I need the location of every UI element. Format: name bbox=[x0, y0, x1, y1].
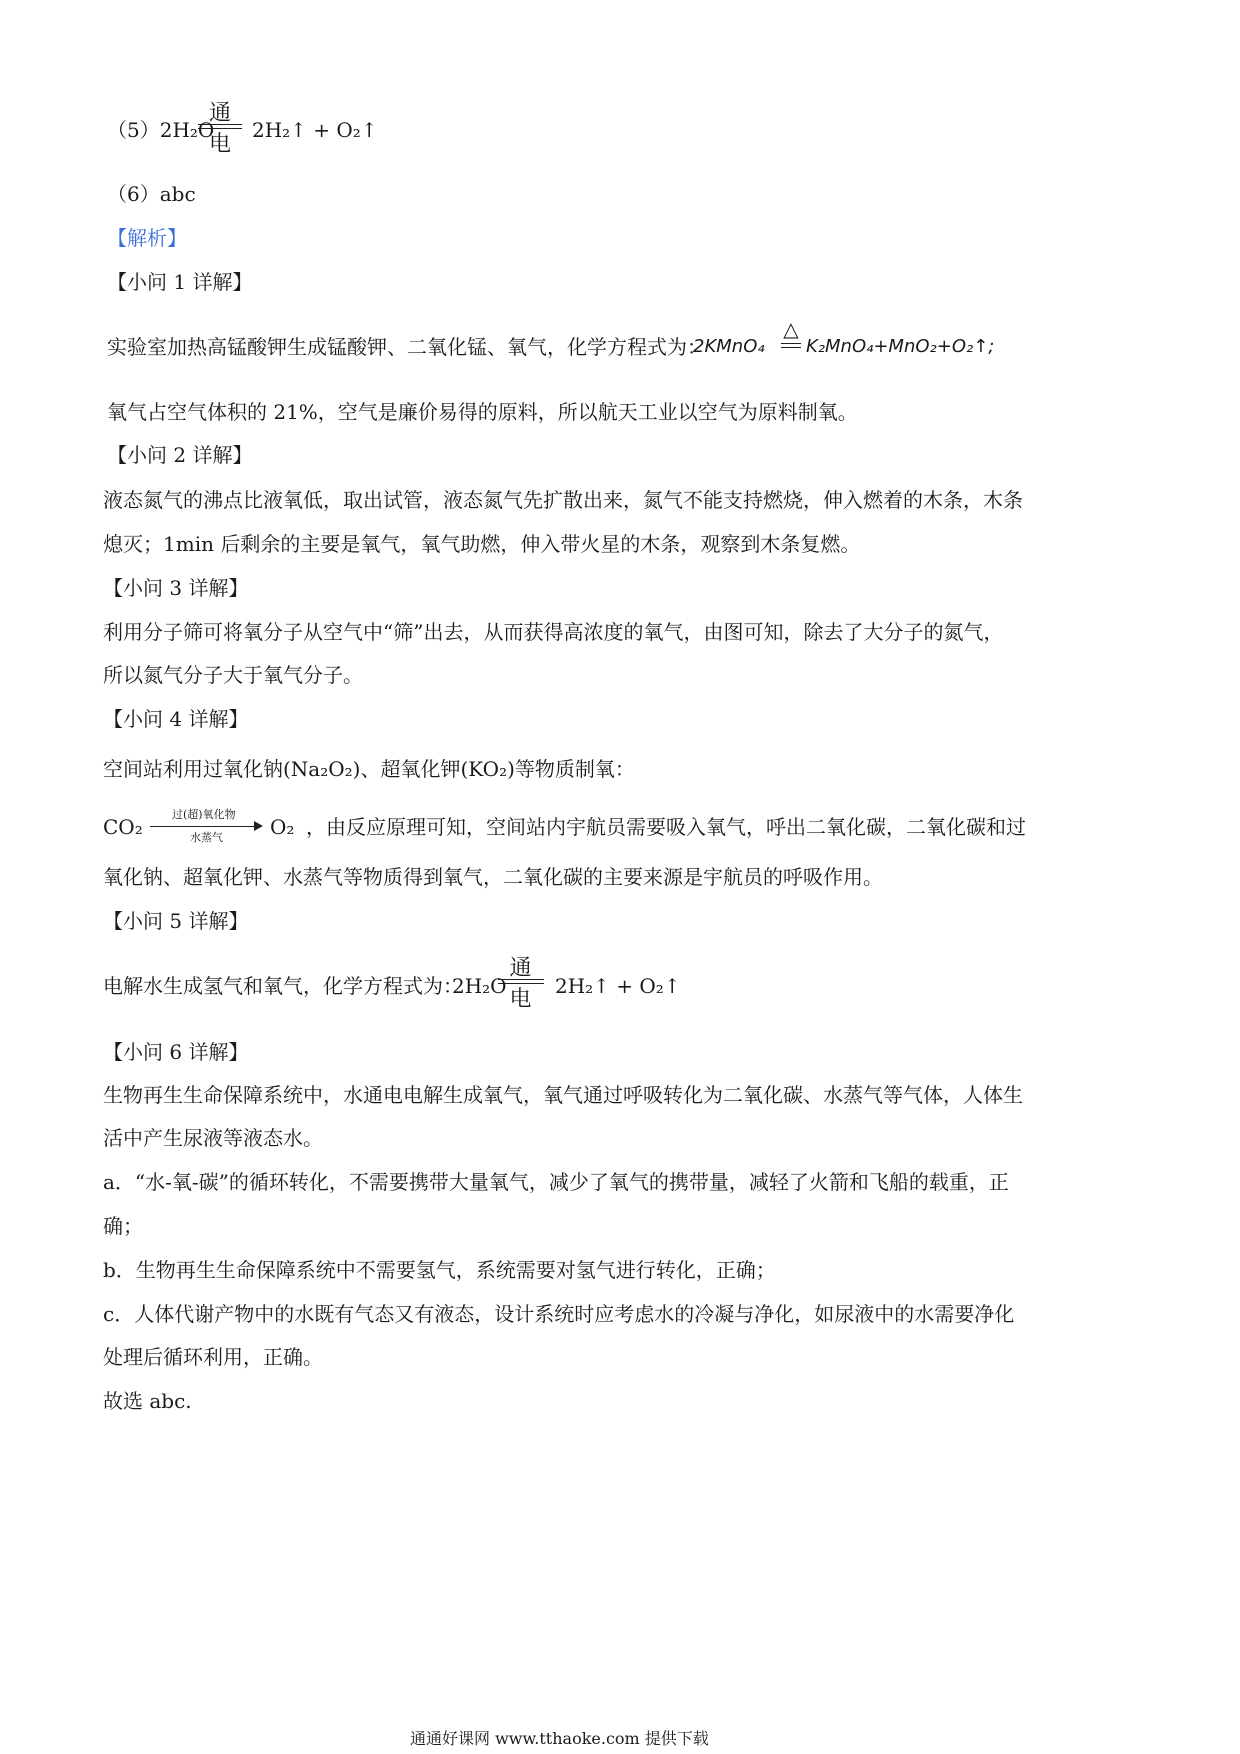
section-6-line-1: 生物再生生命保障系统中，水通电电解生成氧气，氧气通过呼吸转化为二氧化碳、水蒸气等气体，人体生 bbox=[103, 1083, 1023, 1107]
section-2-heading: 【小问 2 详解】 bbox=[107, 443, 253, 467]
section-6-option-a-line-2: 确； bbox=[103, 1214, 143, 1238]
section-1-eq-condition: △ bbox=[783, 317, 799, 341]
section-3-line-1: 利用分子筛可将氧分子从空气中“筛”出去，从而获得高浓度的氧气，由图可知，除去了大分子的氮气， bbox=[103, 620, 1004, 644]
section-4-line-3: 氧化钠、超氧化钾、水蒸气等物质得到氧气，二氧化碳的主要来源是宇航员的呼吸作用。 bbox=[103, 865, 883, 889]
section-1-eq-condition-sign bbox=[781, 317, 801, 353]
section-6-option-b: b．生物再生生命保障系统中不需要氢气，系统需要对氢气进行转化，正确； bbox=[103, 1258, 776, 1282]
section-4-eq-to: O₂ bbox=[270, 815, 295, 839]
section-4-arrow-line bbox=[150, 826, 256, 827]
section-1-heading: 【小问 1 详解】 bbox=[107, 270, 253, 294]
section-4-eq-condition-top: 过(超)氧化物 bbox=[172, 808, 236, 821]
section-5-eq-left: 2H₂O bbox=[452, 974, 507, 998]
section-5-heading: 【小问 5 详解】 bbox=[103, 909, 249, 933]
section-1-eq-right: K₂MnO₄+MnO₂+O₂↑; bbox=[806, 336, 995, 357]
section-1-para-2: 氧气占空气体积的 21%，空气是廉价易得的原料，所以航天工业以空气为原料制氧。 bbox=[107, 400, 858, 424]
answer-5-right: 2H₂↑ + O₂↑ bbox=[252, 118, 378, 142]
section-4-eq-condition-bottom: 水蒸气 bbox=[190, 831, 223, 844]
page-footer: 通通好课网 www.tthaoke.com 提供下载 bbox=[410, 1729, 709, 1748]
section-2-line-2: 熄灭；1min 后剩余的主要是氧气，氧气助燃，伸入带火星的木条，观察到木条复燃。 bbox=[103, 532, 861, 556]
answer-5-label: （5） bbox=[107, 118, 160, 142]
answer-6: （6）abc bbox=[107, 182, 196, 206]
section-4-heading: 【小问 4 详解】 bbox=[103, 707, 249, 731]
section-3-line-2: 所以氮气分子大于氧气分子。 bbox=[103, 663, 363, 687]
section-3-heading: 【小问 3 详解】 bbox=[103, 576, 249, 600]
section-4-line-2: ，由反应原理可知，空间站内宇航员需要吸入氧气，呼出二氧化碳，二氧化碳和过 bbox=[306, 815, 1026, 839]
section-6-option-c-line-1: c．人体代谢产物中的水既有气态又有液态，设计系统时应考虑水的冷凝与净化，如尿液中的水需要净化 bbox=[103, 1302, 1015, 1326]
answer-5-condition-sign bbox=[198, 101, 242, 157]
section-5-text: 电解水生成氢气和氧气，化学方程式为： bbox=[103, 974, 463, 998]
section-5-eq-right: 2H₂↑ + O₂↑ bbox=[555, 974, 681, 998]
section-5-condition-sign bbox=[498, 956, 544, 1012]
section-5-condition: 通电 bbox=[509, 956, 532, 1012]
section-6-option-a-line-1: a．“水-氧-碳”的循环转化，不需要携带大量氧气，减少了氧气的携带量，减轻了火箭和飞船的载重，正 bbox=[103, 1170, 1009, 1194]
section-1-text: 实验室加热高锰酸钾生成锰酸钾、二氧化锰、氧气，化学方程式为： bbox=[107, 335, 707, 359]
section-6-heading: 【小问 6 详解】 bbox=[103, 1040, 249, 1064]
section-1-eq-left: 2KMnO₄ bbox=[693, 336, 765, 357]
section-4-eq-from: CO₂ bbox=[103, 815, 143, 839]
section-4-line-1: 空间站利用过氧化钠(Na₂O₂)、超氧化钾(KO₂)等物质制氧： bbox=[103, 757, 635, 781]
section-6-option-c-line-2: 处理后循环利用，正确。 bbox=[103, 1345, 323, 1369]
analysis-label: 【解析】 bbox=[107, 226, 187, 250]
section-4-arrow-head bbox=[254, 821, 263, 831]
section-6-conclusion: 故选 abc. bbox=[103, 1389, 192, 1413]
section-6-line-2: 活中产生尿液等液态水。 bbox=[103, 1126, 323, 1150]
section-2-line-1: 液态氮气的沸点比液氧低，取出试管，液态氮气先扩散出来，氮气不能支持燃烧，伸入燃着的木条，木条 bbox=[103, 488, 1023, 512]
answer-5-left: 2H₂O bbox=[159, 118, 215, 142]
answer-5-condition: 通电 bbox=[208, 101, 232, 157]
